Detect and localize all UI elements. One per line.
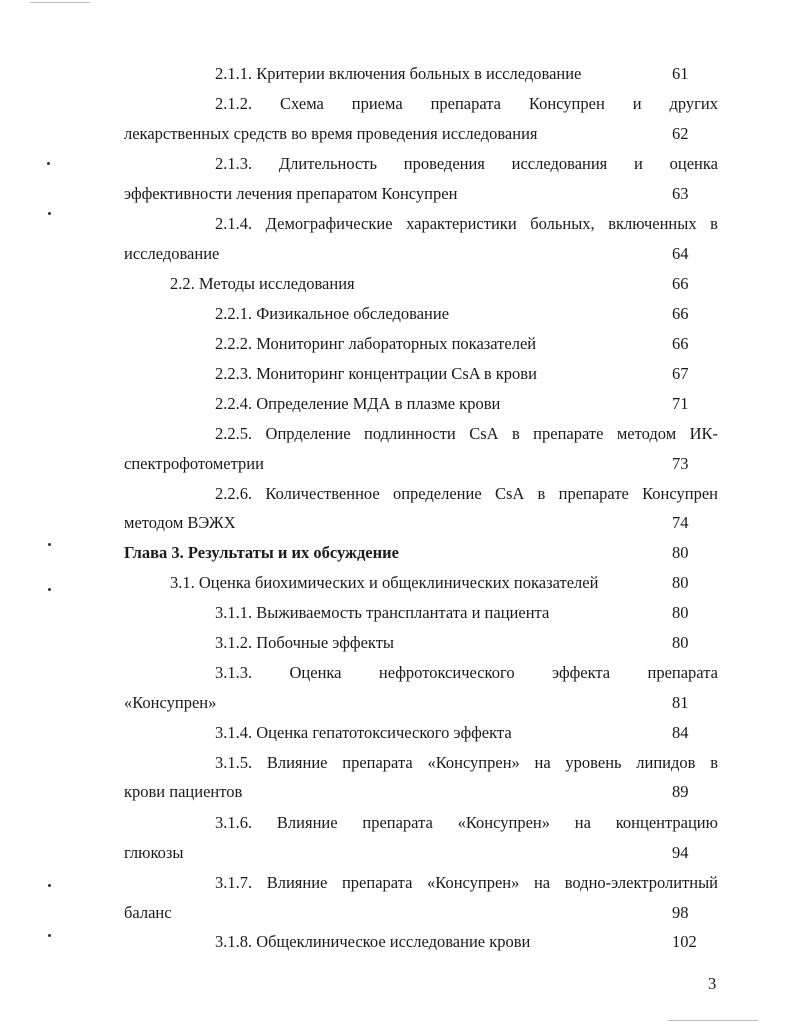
word: методом — [616, 424, 677, 443]
word: характеристики — [406, 214, 517, 233]
word: в — [511, 424, 520, 443]
word: и — [634, 154, 643, 173]
toc-entry-3-1-1-title: 3.1.1. Выживаемость трансплантата и пациента — [215, 603, 550, 622]
word: Количественное — [265, 484, 380, 503]
word: 2.1.3. — [215, 154, 253, 173]
word: концентрацию — [615, 813, 718, 832]
word: проведения — [403, 154, 485, 173]
toc-entry-2-2-1-page: 66 — [672, 304, 689, 323]
word: Длительность — [278, 154, 378, 173]
word: Консупрен — [528, 94, 605, 113]
word: препарата — [362, 813, 433, 832]
toc-entry-3-1-6-line1 — [215, 813, 718, 833]
toc-entry-2-2-page: 66 — [672, 274, 689, 293]
toc-entry-2-2-3-title: 2.2.3. Мониторинг концентрации CsA в крови — [215, 364, 537, 383]
toc-entry-2-2-6-line1 — [215, 484, 718, 504]
toc-entry-2-2-1-title: 2.2.1. Физикальное обследование — [215, 304, 450, 323]
toc-entry-2-1-3-line2: эффективности лечения препаратом Консупрен — [124, 184, 458, 203]
word: Влияние — [266, 753, 328, 772]
word: 3.1.6. — [215, 813, 253, 832]
word: ИК- — [689, 424, 718, 443]
toc-entry-2-2-6-page: 74 — [672, 513, 689, 532]
word: оценка — [669, 154, 718, 173]
scan-dot — [48, 934, 51, 937]
toc-entry-3-1-4-title: 3.1.4. Оценка гепатотоксического эффекта — [215, 723, 512, 742]
toc-entry-2-1-1-title: 2.1.1. Критерии включения больных в исследование — [215, 64, 582, 83]
word: препарата — [342, 753, 413, 772]
word: больных, — [530, 214, 595, 233]
scan-artifact-bottom — [668, 1020, 758, 1021]
toc-chapter-3-page: 80 — [672, 543, 689, 562]
toc-entry-2-2-4-title: 2.2.4. Определение МДА в плазме крови — [215, 394, 501, 413]
scan-dot — [48, 212, 51, 215]
toc-entry-3-1-8-page: 102 — [672, 932, 697, 951]
toc-entry-2-1-3-line1 — [215, 154, 718, 174]
toc-entry-2-1-1-page: 61 — [672, 64, 689, 83]
word: исследования — [511, 154, 608, 173]
word: препарата — [341, 873, 413, 892]
toc-entry-2-1-3-page: 63 — [672, 184, 689, 203]
toc-entry-3-1-title: 3.1. Оценка биохимических и общеклинических показателей — [170, 573, 599, 592]
toc-entry-2-2-5-page: 73 — [672, 454, 689, 473]
toc-entry-2-1-4-line1 — [215, 214, 718, 234]
toc-entry-2-2-5-line2: спектрофотометрии — [124, 454, 264, 473]
word: «Консупрен» — [427, 753, 520, 772]
toc-entry-3-1-1-page: 80 — [672, 603, 689, 622]
toc-entry-3-1-6-page: 94 — [672, 843, 689, 862]
toc-entry-3-1-5-page: 89 — [672, 782, 689, 801]
word: 2.1.2. — [215, 94, 253, 113]
word: нефротоксического — [378, 663, 515, 682]
toc-entry-3-1-2-page: 80 — [672, 633, 689, 652]
scan-dot — [48, 543, 51, 546]
word: 2.2.6. — [215, 484, 253, 503]
word: в — [537, 484, 546, 503]
word: Демографические — [265, 214, 393, 233]
word: препарате — [558, 484, 629, 503]
word: Оценка — [289, 663, 342, 682]
toc-entry-2-2-title: 2.2. Методы исследования — [170, 274, 355, 293]
word: в — [710, 753, 718, 772]
word: определение — [392, 484, 482, 503]
word: на — [574, 813, 591, 832]
word: Опрделение — [265, 424, 351, 443]
toc-entry-3-1-5-line2: крови пациентов — [124, 782, 243, 801]
toc-entry-3-1-7-line1 — [215, 873, 718, 893]
word: Влияние — [266, 873, 328, 892]
scan-dot — [47, 162, 50, 165]
toc-entry-2-2-6-line2: методом ВЭЖХ — [124, 513, 236, 532]
toc-entry-2-2-2-title: 2.2.2. Мониторинг лабораторных показателей — [215, 334, 537, 353]
word: включенных — [608, 214, 697, 233]
toc-entry-3-1-3-page: 81 — [672, 693, 689, 712]
toc-entry-3-1-4-page: 84 — [672, 723, 689, 742]
page-number: 3 — [708, 974, 717, 993]
word: CsA — [469, 424, 499, 443]
scan-dot — [48, 884, 51, 887]
toc-entry-3-1-5-line1 — [215, 753, 718, 773]
word: 2.2.5. — [215, 424, 253, 443]
toc-entry-3-1-7-line2: баланс — [124, 903, 172, 922]
word: препарата — [647, 663, 718, 682]
scan-dot — [48, 588, 51, 591]
toc-entry-2-2-4-page: 71 — [672, 394, 689, 413]
toc-chapter-3-title: Глава 3. Результаты и их обсуждение — [124, 543, 399, 562]
toc-entry-2-1-2-page: 62 — [672, 124, 689, 143]
word: Влияние — [276, 813, 338, 832]
scan-artifact-top — [30, 2, 90, 3]
toc-entry-2-1-2-line2: лекарственных средств во время проведения исследования — [124, 124, 538, 143]
word: на — [534, 753, 551, 772]
word: 2.1.4. — [215, 214, 253, 233]
word: 3.1.3. — [215, 663, 253, 682]
toc-entry-2-1-2-line1 — [215, 94, 718, 114]
word: препарата — [430, 94, 502, 113]
word: 3.1.5. — [215, 753, 253, 772]
toc-entry-3-1-8-title: 3.1.8. Общеклиническое исследование крови — [215, 932, 531, 951]
word: «Консупрен» — [427, 873, 520, 892]
word: «Консупрен» — [457, 813, 550, 832]
word: Консупрен — [642, 484, 718, 503]
toc-entry-3-1-7-page: 98 — [672, 903, 689, 922]
word: уровень — [565, 753, 622, 772]
toc-entry-3-1-3-line2: «Консупрен» — [124, 693, 217, 712]
toc-entry-2-1-4-line2: исследование — [124, 244, 220, 263]
word: CsA — [494, 484, 525, 503]
word: 3.1.7. — [215, 873, 253, 892]
word: на — [533, 873, 551, 892]
word: липидов — [636, 753, 696, 772]
word: препарате — [533, 424, 604, 443]
word: эффекта — [551, 663, 611, 682]
toc-entry-2-2-2-page: 66 — [672, 334, 689, 353]
word: водно-электролитный — [564, 873, 718, 892]
word: и — [632, 94, 642, 113]
word: подлинности — [364, 424, 456, 443]
toc-entry-2-1-4-page: 64 — [672, 244, 689, 263]
toc-entry-2-2-3-page: 67 — [672, 364, 689, 383]
word: Схема — [280, 94, 324, 113]
toc-entry-2-2-5-line1 — [215, 424, 718, 444]
word: других — [669, 94, 718, 113]
word: приема — [351, 94, 403, 113]
toc-entry-3-1-page: 80 — [672, 573, 689, 592]
word: в — [710, 214, 718, 233]
toc-entry-3-1-6-line2: глюкозы — [124, 843, 184, 862]
toc-entry-3-1-3-line1 — [215, 663, 718, 683]
toc-entry-3-1-2-title: 3.1.2. Побочные эффекты — [215, 633, 394, 652]
